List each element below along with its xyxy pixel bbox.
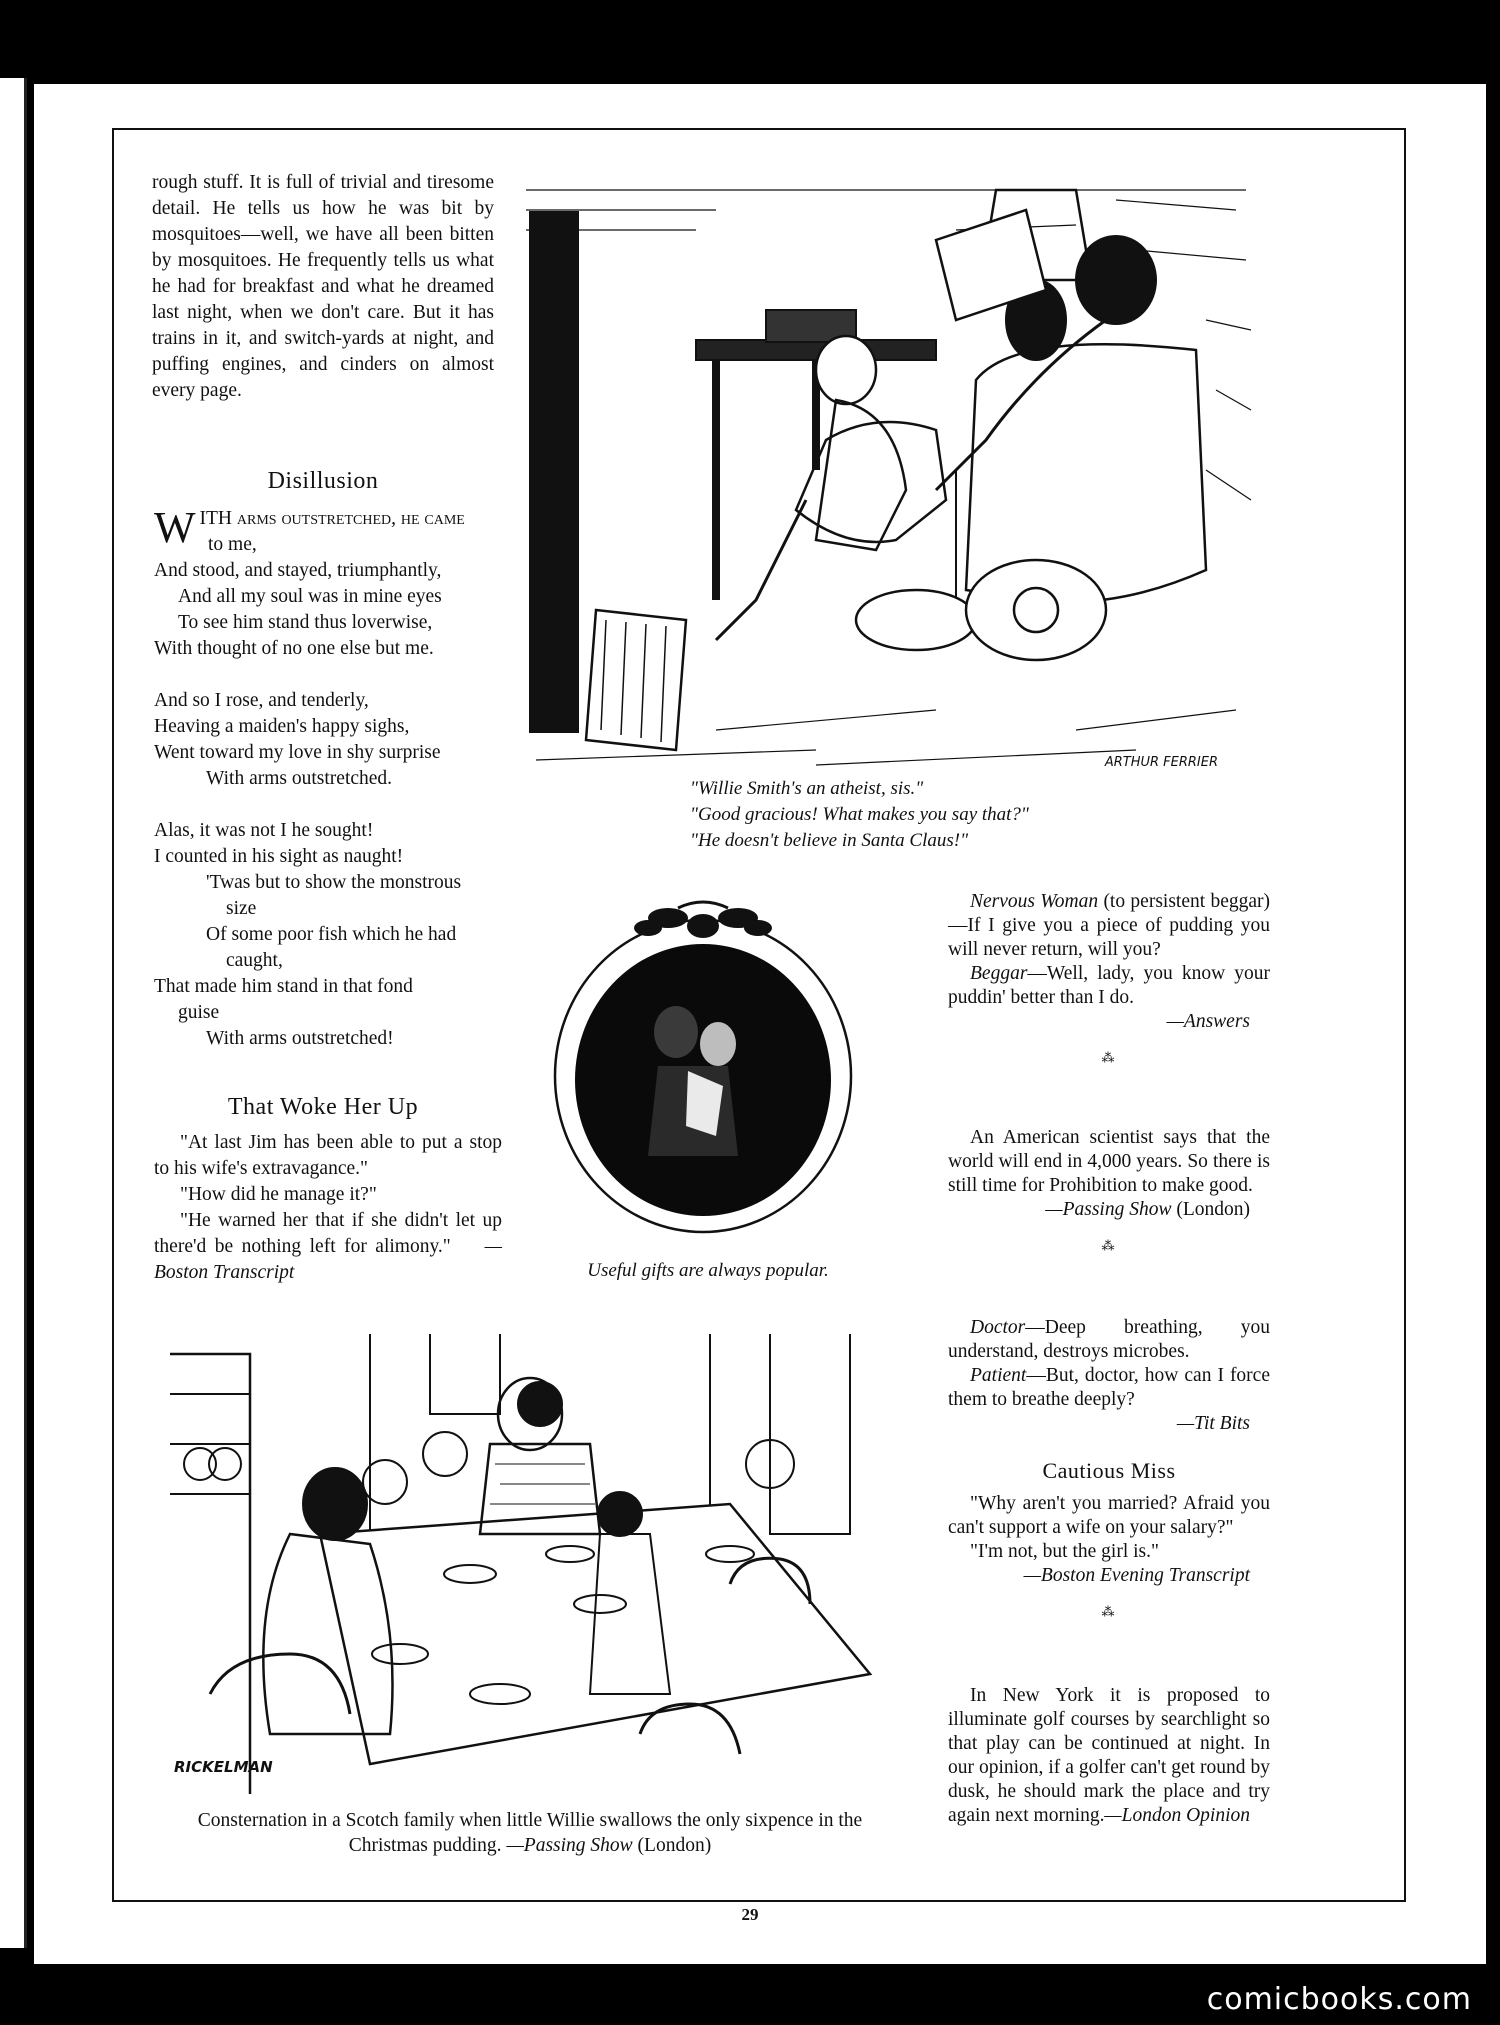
bottom-cartoon-drawing (170, 1334, 886, 1794)
poem-line: guise (178, 1002, 220, 1023)
watermark: comicbooks.com (1206, 1982, 1472, 2017)
poem-line: Went toward my love in shy surprise (154, 742, 441, 763)
page-number: 29 (741, 1905, 759, 1924)
speaker-name: Beggar (970, 963, 1028, 984)
joke-text: An American scientist says that the world will end in 4,000 years. So there is still time for Prohibition to make good. (948, 1127, 1270, 1196)
poem-line: 'Twas but to show the monstrous (206, 872, 462, 893)
drop-cap: W (154, 503, 196, 552)
woke-credit: —Boston Transcript (154, 1236, 502, 1283)
joke-line: —But, doctor, how can I force them to breathe deeply? (948, 1365, 1270, 1410)
joke-credit: —Answers (1166, 1011, 1250, 1032)
poem-line: And so I rose, and tenderly, (154, 690, 369, 711)
section-divider: ⁂ (1101, 1050, 1117, 1065)
poem-line: That made him stand in that fond (154, 976, 413, 997)
caption-line: "Willie Smith's an atheist, sis." (690, 778, 924, 799)
poem-body (154, 503, 499, 1052)
poem-line: With thought of no one else but me. (154, 638, 434, 659)
speaker-name: Doctor (970, 1317, 1026, 1338)
joke-credit: —Tit Bits (1176, 1413, 1250, 1434)
speaker-name: Nervous Woman (970, 891, 1099, 912)
joke-line: —Deep breathing, you understand, destroys microbes. (948, 1317, 1270, 1362)
joke-pudding (948, 890, 1270, 1082)
top-cartoon-signature: ARTHUR FERRIER (1104, 755, 1218, 770)
poem-line: To see him stand thus loverwise, (178, 612, 433, 633)
intro-paragraph (152, 170, 494, 404)
caption-line: "Good gracious! What makes you say that?" (690, 804, 1029, 825)
poem-line: Alas, it was not I he sought! (154, 820, 374, 841)
middle-image-drawing (548, 896, 858, 1236)
joke-line: "I'm not, but the girl is." (970, 1541, 1159, 1562)
joke-text: In New York it is proposed to illuminate golf courses by searchlight so that play can be continued at night. In our opinion, if a golfer can't get round by dusk, he should mark the place and try again next morning. (948, 1685, 1270, 1826)
joke-credit: —Boston Evening Transcript (1023, 1565, 1250, 1586)
joke-cautious-miss (948, 1492, 1270, 1636)
joke-line: —Well, lady, you know your puddin' better than I do. (948, 963, 1270, 1008)
top-cartoon-caption (690, 776, 1110, 854)
joke-line: "Why aren't you married? Afraid you can't support a wife on your salary?" (948, 1493, 1270, 1538)
joke-credit: —London Opinion (1104, 1805, 1250, 1826)
poem-line: And stood, and stayed, triumphantly, (154, 560, 442, 581)
poem-title: Disillusion (267, 468, 379, 494)
poem-line: And all my soul was in mine eyes (178, 586, 442, 607)
woke-p2: "How did he manage it?" (180, 1184, 377, 1205)
woke-joke (154, 1130, 502, 1286)
joke-scientist (948, 1126, 1270, 1270)
poem-line: to me, (208, 534, 257, 555)
poem-line: caught, (226, 950, 283, 971)
joke-doctor (948, 1316, 1270, 1436)
section-divider: ⁂ (1101, 1238, 1117, 1253)
woke-title: That Woke Her Up (227, 1094, 419, 1120)
top-cartoon (516, 170, 1258, 778)
caption-line: "He doesn't believe in Santa Claus!" (690, 830, 969, 851)
woke-p3: "He warned her that if she didn't let up there'd be nothing left for alimony." (154, 1210, 502, 1257)
poem-line: ITH arms outstretched, he came (199, 508, 465, 529)
poem-line: size (226, 898, 257, 919)
caption-credit: —Passing Show (506, 1835, 633, 1856)
joke-line: (to persistent beggar)—If I give you a piece of pudding you will never return, will you? (948, 891, 1271, 960)
bottom-cartoon-caption (190, 1808, 870, 1858)
joke-credit: —Passing Show (1045, 1199, 1172, 1220)
bottom-cartoon (170, 1334, 886, 1794)
top-cartoon-drawing (516, 170, 1258, 778)
intro-text: rough stuff. It is full of trivial and tiresome detail. He tells us how he was bit by mosquitoes—well, we have all been bitten by mosquitoes. He frequently tells us what he had for breakfast and what he dreamed last night, when we don't care. But it has trains in it, and switch-yards at night, and puffing engines, and cinders on almost every page. (152, 172, 494, 401)
joke-credit-suffix: (London) (1176, 1199, 1250, 1220)
caption-text: Consternation in a Scotch family when little Willie swallows the only sixpence in the Christmas pudding. (197, 1810, 863, 1856)
middle-image (548, 896, 858, 1236)
poem-line: Heaving a maiden's happy sighs, (154, 716, 410, 737)
page-edge-left (0, 78, 27, 1948)
cautious-miss-title: Cautious Miss (1042, 1458, 1176, 1483)
poem-line: I counted in his sight as naught! (154, 846, 404, 867)
poem-line: With arms outstretched! (206, 1028, 394, 1049)
speaker-name: Patient (970, 1365, 1027, 1386)
poem-line: Of some poor fish which he had (206, 924, 457, 945)
section-divider: ⁂ (1101, 1604, 1117, 1619)
joke-golf (948, 1684, 1270, 1828)
bottom-cartoon-signature: RICKELMAN (174, 1758, 273, 1776)
middle-image-caption: Useful gifts are always popular. (587, 1260, 829, 1281)
caption-credit-suffix: (London) (637, 1835, 712, 1856)
woke-p1: "At last Jim has been able to put a stop to his wife's extravagance." (154, 1132, 502, 1179)
poem-line: With arms outstretched. (206, 768, 393, 789)
